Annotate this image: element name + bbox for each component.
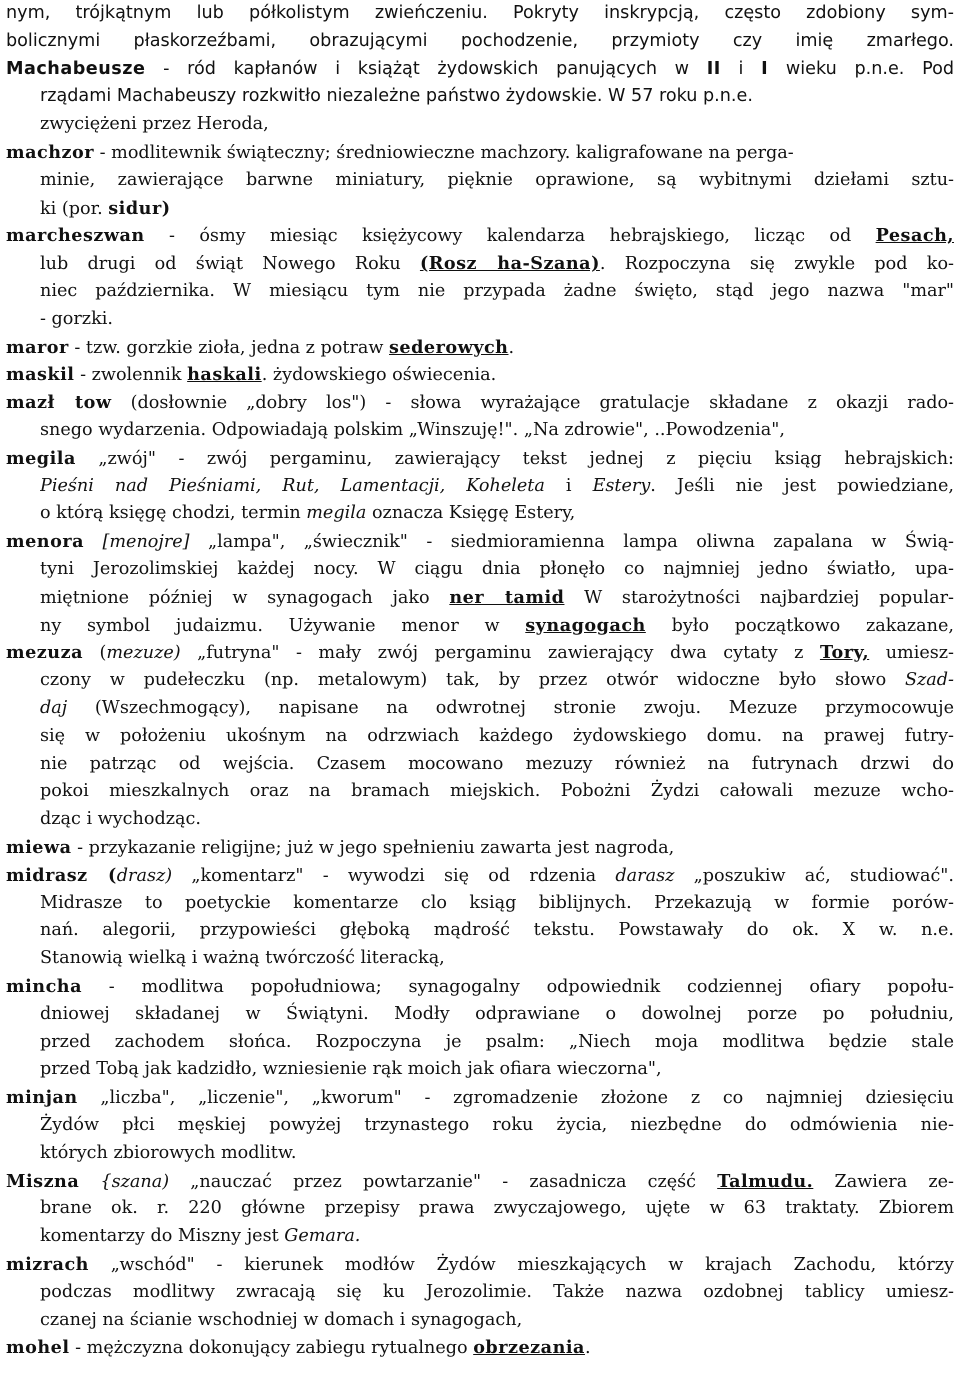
italic-term: darasz xyxy=(615,865,675,886)
text-run: i xyxy=(544,475,593,496)
text-line xyxy=(40,1140,954,1167)
term-headword: mohel xyxy=(6,1337,70,1359)
text-run: „lampa", „świecznik" - siedmioramienna lampa oliwna zapalana w Świą- xyxy=(189,532,954,553)
text-line xyxy=(40,612,954,639)
text-run: . Rozpoczyna się zwykle pod ko- xyxy=(599,254,954,275)
text-line xyxy=(40,556,954,583)
term-headword: maror xyxy=(6,336,69,358)
text-run: snego wydarzenia. Odpowiadają polskim „Winszuję!". „Na zdrowie", ..Powodzenia", xyxy=(40,420,785,440)
text-line xyxy=(40,806,954,833)
text-run: - zwolennik xyxy=(74,365,188,386)
term-headword: mizrach xyxy=(6,1254,89,1275)
italic-term: Gemara. xyxy=(284,1226,361,1247)
text-run: przed zachodem słońca. Rozpoczyna je psalm: „Niech moja modlitwa będzie stale xyxy=(40,1031,954,1052)
cross-reference-link[interactable]: Tory, xyxy=(819,642,870,664)
text-run: . żydowskiego oświecenia. xyxy=(261,365,497,386)
text-line xyxy=(6,862,954,889)
text-line xyxy=(6,639,954,666)
text-run: wieku p.n.e. Pod xyxy=(768,58,954,79)
text-line xyxy=(40,1195,954,1222)
text-run: - mężczyzna dokonujący zabiegu rytualnego xyxy=(69,1338,474,1359)
term-headword: minjan xyxy=(6,1087,78,1109)
text-run: rządami Machabeuszy rozkwitło niezależne państwo żydowskie. W 57 roku p.n.e. xyxy=(40,86,753,107)
text-run: o którą księgę chodzi, termin xyxy=(40,503,307,524)
text-run: umiesz- xyxy=(869,643,954,664)
text-run: nań. alegorii, przypowieści głęboką mądrość tekstu. Powstawały do ok. X w. n.e. xyxy=(40,920,954,941)
term-headword: machzor xyxy=(6,142,95,163)
text-line xyxy=(40,1029,954,1056)
text-line xyxy=(6,56,954,83)
text-run: - tzw. gorzkie zioła, jedna z potraw xyxy=(68,337,389,358)
text-line xyxy=(6,1084,954,1111)
italic-term: [menojre] xyxy=(102,532,190,553)
term-headword: midrasz ( xyxy=(6,864,117,886)
text-line xyxy=(6,445,954,472)
term-headword: marcheszwan xyxy=(6,225,145,247)
cross-reference-link[interactable]: obrzezania xyxy=(473,1337,585,1359)
text-line xyxy=(40,584,954,611)
text-line xyxy=(40,167,954,194)
text-run: było początkowo zakazane, xyxy=(645,615,954,636)
text-run: Midrasze to poetyckie komentarze clo ksiąg biblijnych. Przekazują w formie porów- xyxy=(40,892,954,913)
text-line xyxy=(6,973,954,1000)
text-line xyxy=(6,1168,954,1195)
text-run: czony w pudełeczku (np. metalowym) tak, by przez otwór widoczne było słowo xyxy=(40,670,905,691)
cross-reference-link[interactable]: (Rosz ha-Szana) xyxy=(419,253,600,275)
text-line xyxy=(40,945,954,972)
term-headword: mezuza xyxy=(6,642,83,664)
text-run: bolicznymi płaskorzeźbami, obrazującymi pochodzenie, przymioty czy imię zmarłego. xyxy=(6,30,954,51)
text-line xyxy=(6,222,954,249)
text-line xyxy=(40,695,954,722)
text-line xyxy=(40,250,954,277)
text-line xyxy=(40,1056,954,1083)
text-line xyxy=(40,1307,954,1334)
text-line xyxy=(6,1251,954,1278)
text-run: ( xyxy=(82,643,107,664)
text-run: - ósmy miesiąc księżycowy kalendarza hebrajskiego, licząc od xyxy=(144,226,876,247)
text-run: „wschód" - kierunek modłów Żydów mieszkających w krajach Zachodu, którzy xyxy=(88,1255,954,1275)
text-run: - modlitewnik świąteczny; średniowieczne machzory. kaligrafowane na perga- xyxy=(94,143,794,163)
cross-reference-link[interactable]: Talmudu. xyxy=(717,1170,814,1192)
text-run: (dosłownie „dobry los") - słowa wyrażające gratulacje składane z okazji rado- xyxy=(111,393,954,414)
text-line xyxy=(40,83,954,110)
italic-term: megila xyxy=(306,503,367,524)
text-line xyxy=(40,306,954,333)
text-line xyxy=(40,667,954,694)
text-run: Stanowią wielką i ważną twórczość literacką, xyxy=(40,948,445,969)
text-line xyxy=(6,1334,954,1361)
text-line xyxy=(40,890,954,917)
term-headword: Machabeusze xyxy=(6,58,146,79)
text-line xyxy=(6,834,954,861)
text-run: „poszukiw ać, studiować". xyxy=(674,865,954,886)
text-run: (Wszechmogący), napisane na odwrotnej stronie zwoju. Mezuze przymocowuje xyxy=(67,698,954,718)
text-run: przed Tobą jak kadzidło, wzniesienie rąk moich jak ofiara wieczorna", xyxy=(40,1059,662,1080)
text-run: „nauczać przez powtarzanie" - zasadnicza część xyxy=(169,1171,718,1192)
text-run: „komentarz" - wywodzi się od rdzenia xyxy=(172,865,616,886)
text-line xyxy=(6,28,954,55)
text-run: - gorzki. xyxy=(40,308,113,329)
cross-reference-link[interactable]: ner tamid xyxy=(449,586,565,608)
text-run: . xyxy=(508,337,515,358)
italic-term: {szana) xyxy=(100,1171,170,1192)
text-run: ny symbol judaizmu. Używanie menor w xyxy=(40,615,526,636)
text-line xyxy=(6,0,954,27)
italic-term: drasz) xyxy=(116,865,173,886)
term-headword: I xyxy=(761,58,769,79)
text-line xyxy=(40,723,954,750)
text-run: się w położeniu ukośnym na odrzwiach każdego żydowskiego domu. na prawej futry- xyxy=(40,725,954,746)
text-run: lub drugi od świąt Nowego Roku xyxy=(40,254,420,275)
italic-term: Szad- xyxy=(904,670,954,691)
text-run: których zbiorowych modlitw. xyxy=(40,1142,297,1163)
text-line xyxy=(40,111,954,138)
text-line xyxy=(40,195,954,222)
italic-term: Estery xyxy=(592,475,651,496)
italic-term: mezuze) xyxy=(106,643,181,664)
text-line xyxy=(40,751,954,778)
text-run xyxy=(84,532,102,552)
cross-reference-link[interactable]: synagogach xyxy=(525,614,646,636)
text-line xyxy=(40,778,954,805)
text-run: miętnione później w synagogach jako xyxy=(40,587,450,608)
text-run: „futryna" - mały zwój pergaminu zawierający dwa cytaty z xyxy=(180,643,820,664)
text-run: brane ok. r. 220 główne przepisy prawa zwyczajowego, ujęte w 63 traktaty. Zbiorem xyxy=(40,1198,954,1219)
term-headword: mincha xyxy=(6,976,82,997)
text-run: pokoi mieszkalnych oraz na bramach miejskich. Pobożni Żydzi całowali mezuze wcho- xyxy=(40,781,954,802)
text-run: podczas modlitwy zwracają się ku Jerozolimie. Także nazwa ozdobnej tablicy umiesz- xyxy=(40,1281,954,1302)
text-run: nym, trójkątnym lub półkolistym zwieńczeniu. Pokryty inskrypcją, często zdobiony sym- xyxy=(6,3,954,23)
text-line xyxy=(40,1112,954,1139)
italic-term: daj xyxy=(40,698,68,718)
text-run: ki (por. xyxy=(40,198,109,219)
text-run xyxy=(79,1172,100,1192)
text-run: czanej na ścianie wschodniej w domach i synagogach, xyxy=(40,1309,523,1330)
cross-reference-link[interactable]: sederowych xyxy=(389,336,509,358)
text-run: minie, zawierające barwne miniatury, pięknie oprawione, są wybitnymi dziełami sztu- xyxy=(40,169,954,190)
text-run: dniowej składanej w Świątyni. Modły odprawiane o dowolnej porze po południu, xyxy=(40,1003,954,1024)
text-run: W starożytności najbardziej popular- xyxy=(564,587,954,608)
italic-term: Pieśni nad Pieśniami, Rut, Lamentacji, Koheleta xyxy=(40,475,545,496)
term-headword: mazł tow xyxy=(6,392,112,414)
term-headword: Miszna xyxy=(6,1170,80,1192)
text-run: „liczba", „liczenie", „kworum" - zgromadzenie złożone z co najmniej dziesięciu xyxy=(77,1088,954,1109)
cross-reference-link[interactable]: haskali xyxy=(187,364,262,386)
term-headword: megila xyxy=(6,447,76,469)
text-line xyxy=(40,473,954,500)
term-headword: maskil xyxy=(6,364,75,386)
text-run: „zwój" - zwój pergaminu, zawierający tekst jednej z pięciu ksiąg hebrajskich: xyxy=(75,448,954,469)
text-run: - ród kapłanów i książąt żydowskich panujących w xyxy=(145,58,707,79)
text-run: - modlitwa popołudniowa; synagogalny odpowiednik codziennej ofiary popołu- xyxy=(82,977,954,997)
text-run: Żydów płci męskiej powyżej trzynastego roku życia, niezbędne do odmówienia nie- xyxy=(40,1115,954,1135)
text-line xyxy=(6,334,954,361)
text-line xyxy=(40,1001,954,1028)
text-line xyxy=(40,1279,954,1306)
text-run: oznacza Księgę Estery, xyxy=(366,503,576,524)
text-run: . Jeśli nie jest powiedziane, xyxy=(650,475,954,496)
text-line xyxy=(40,500,954,527)
text-run: komentarzy do Miszny jest xyxy=(40,1226,285,1247)
text-line xyxy=(6,528,954,555)
cross-reference-link[interactable]: Pesach, xyxy=(875,225,954,247)
text-line xyxy=(6,389,954,416)
term-headword: miewa xyxy=(6,837,72,858)
text-line xyxy=(6,361,954,388)
term-headword: sidur) xyxy=(108,197,171,219)
text-run: . xyxy=(584,1338,591,1359)
text-line xyxy=(40,917,954,944)
text-run: zwyciężeni przez Heroda, xyxy=(40,114,269,135)
text-run: niec października. W miesiącu tym nie przypada żadne święto, stąd jego nazwa "mar" xyxy=(40,281,954,301)
text-line xyxy=(6,139,954,166)
text-line xyxy=(40,1223,954,1250)
text-run: - przykazanie religijne; już w jego spełnieniu zawarta jest nagroda, xyxy=(71,838,675,858)
text-line xyxy=(40,278,954,305)
text-line xyxy=(40,417,954,444)
term-headword: II xyxy=(706,58,721,79)
text-run: dząc i wychodząc. xyxy=(40,809,201,830)
term-headword: menora xyxy=(6,531,85,553)
text-run: nie patrząc od wejścia. Czasem mocowano mezuzy również na futrynach drzwi do xyxy=(40,753,954,774)
text-run: i xyxy=(720,58,762,79)
text-run: Zawiera ze- xyxy=(813,1171,954,1192)
text-run: tyni Jerozolimskiej każdej nocy. W ciągu dnia płonęło co najmniej jedno światło, upa- xyxy=(40,559,954,579)
